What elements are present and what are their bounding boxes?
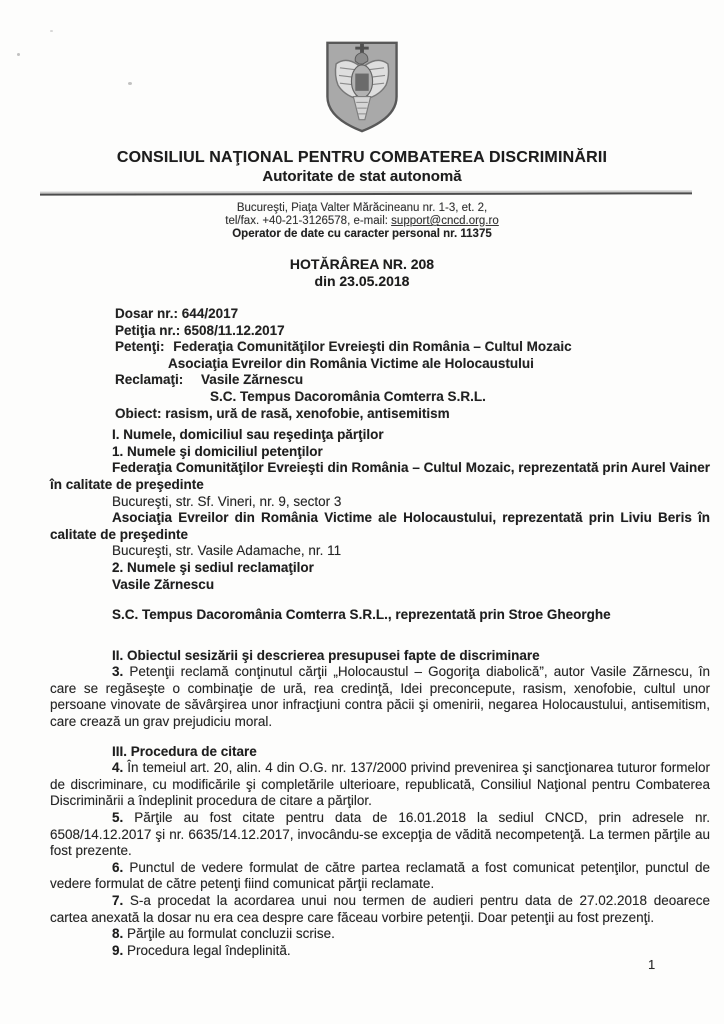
reclamati-label: Reclamaţi: <box>115 372 184 388</box>
reclamat-2-description: S.C. Tempus Dacoromânia Comterra S.R.L., reprezentată prin Stroe Gheorghe <box>112 607 611 623</box>
scan-artifact-dot <box>17 53 20 56</box>
address-contact-text: tel/fax. +40-21-3126578, e-mail: <box>225 215 392 227</box>
org-address-block <box>0 202 724 241</box>
dosar-value: 644/2017 <box>181 306 239 321</box>
paragraph-3-text: Petenţii reclamă conţinutul cărţii „Holocaustul – Gogoriţa diabolică”, autor Vasile Zărnescu, în care se regăseşte o combinaţie de ură, rea credinţă, Idei preconcepute, rasism, xenofobie, cultul unor persoane vinovate de săvârşirea unor infracţiuni contra păcii şi omenirii, negarea Holocaustului, antisemitism, care crează un grav prejudiciu moral. <box>50 664 710 730</box>
obiect-value: rasism, ură de rasă, xenofobie, antisemitism <box>165 405 450 421</box>
petent-2: Asociaţia Evreilor din România Victime ale Holocaustului <box>168 355 534 371</box>
paragraph-4-text: În temeiul art. 20, alin. 4 din O.G. nr. 137/2000 privind prevenirea şi sancţionarea tuturor formelor de discriminare, cu modificările şi completările ulterioare, republicată, Consiliul Naţional pentru Combaterea Discriminării a îndeplinit procedura de citare a părţilor. <box>50 760 710 809</box>
scan-artifact-dot <box>50 30 53 32</box>
paragraph-8-number: 8. <box>112 926 124 942</box>
address-line-2 <box>0 215 724 228</box>
section-1-sub-2: 2. Numele şi sediul reclamaţilor <box>112 559 314 575</box>
paragraph-3 <box>50 664 710 730</box>
petitia-value: 6508/11.12.2017 <box>184 322 285 338</box>
petenti-line-1 <box>115 339 710 356</box>
reclamat-1-name: Vasile Zărnescu <box>112 576 215 592</box>
section-1-heading: I. Numele, domiciliul sau reşedinţa părţilor <box>112 427 384 443</box>
header-divider-rule <box>40 192 692 195</box>
address-line-1: Bucureşti, Piaţa Valter Mărăcineanu nr. 1-3, et. 2, <box>236 202 488 214</box>
paragraph-8-text: Părţile au formulat concluzii scrise. <box>127 926 335 942</box>
petitia-line <box>115 323 710 340</box>
paragraph-9-number: 9. <box>112 942 124 958</box>
petent-2-address: Bucureşti, str. Vasile Adamache, nr. 11 <box>112 543 342 559</box>
reclamat-1: Vasile Zărnescu <box>201 372 304 388</box>
petent-1-description: Federaţia Comunităţilor Evreieşti din România – Cultul Mozaic, reprezentată prin Aurel Vainer în calitate de preşedinte <box>50 460 710 492</box>
scan-artifact-dot <box>128 82 132 85</box>
org-name: CONSILIUL NAŢIONAL PENTRU COMBATEREA DISCRIMINĂRII <box>116 149 608 166</box>
paragraph-6 <box>50 860 710 893</box>
paragraph-9 <box>50 943 710 960</box>
paragraph-3-number: 3. <box>112 664 124 680</box>
paragraph-6-number: 6. <box>112 859 124 875</box>
section-1-sub-1: 1. Numele şi domiciliul petenţilor <box>112 443 323 459</box>
paragraph-6-text: Punctul de vedere formulat de către partea reclamată a fost comunicat petenţilor, punctul de vedere formulat de către petenţi fiind comunicat părţii reclamate. <box>50 859 710 892</box>
paragraph-5-text: Părţile au fost citate pentru data de 16.01.2018 la sediul CNCD, prin adresele nr. 6508/14.12.2017 şi nr. 6635/14.12.2017, invocându-se excepţia de vădită necompetenţă. La termen părţile au fost prezente. <box>50 810 710 859</box>
paragraph-7-text: S-a procedat la acordarea unui nou termen de audieri pentru data de 27.02.2018 deoarece cartea anexată la dosar nu era cea despre care făceau vorbire petenţii. Doar petenţii au fost prezenţi. <box>50 893 710 925</box>
obiect-label: Obiect: <box>115 405 162 421</box>
petitia-label: Petiţia nr.: <box>115 322 181 338</box>
paragraph-9-text: Procedura legal îndeplinită. <box>127 942 291 958</box>
petenti-line-2 <box>115 356 710 373</box>
address-line-3: Operator de date cu caracter personal nr. 11375 <box>232 228 492 240</box>
dosar-label: Dosar nr.: <box>115 306 179 321</box>
document-body <box>50 427 710 959</box>
decision-date: din 23.05.2018 <box>314 273 410 289</box>
romania-coat-of-arms-icon <box>312 38 412 141</box>
petent-1: Federaţia Comunităţilor Evreieşti din România – Cultul Mozaic <box>173 339 572 355</box>
paragraph-4-number: 4. <box>112 760 124 776</box>
paragraph-8 <box>50 926 710 943</box>
petent-1-address: Bucureşti, str. Sf. Vineri, nr. 9, sector 3 <box>112 493 342 509</box>
paragraph-4 <box>50 760 710 810</box>
petent-2-description: Asociaţia Evreilor din România Victime ale Holocaustului, reprezentată prin Liviu Beris în calitate de preşedinte <box>50 510 710 542</box>
section-2-heading: II. Obiectul sesizării şi descrierea presupusei fapte de discriminare <box>112 647 540 663</box>
petenti-label: Petenţi: <box>115 339 165 355</box>
email-address: support@cncd.org.ro <box>391 215 499 227</box>
case-header-block <box>115 306 710 422</box>
decision-title: HOTĂRÂREA NR. 208 <box>289 256 435 272</box>
reclamati-line-2 <box>115 389 710 406</box>
reclamati-line-1 <box>115 372 710 389</box>
paragraph-7-number: 7. <box>112 893 124 908</box>
dosar-line <box>115 306 710 323</box>
section-3-heading: III. Procedura de citare <box>112 743 257 759</box>
reclamat-2: S.C. Tempus Dacoromânia Comterra S.R.L. <box>210 388 486 404</box>
paragraph-5 <box>50 810 710 860</box>
obiect-line <box>115 406 710 423</box>
page-number: 1 <box>648 957 656 972</box>
org-subtitle: Autoritate de stat autonomă <box>262 168 462 185</box>
paragraph-5-number: 5. <box>112 810 124 826</box>
paragraph-7 <box>50 893 710 926</box>
